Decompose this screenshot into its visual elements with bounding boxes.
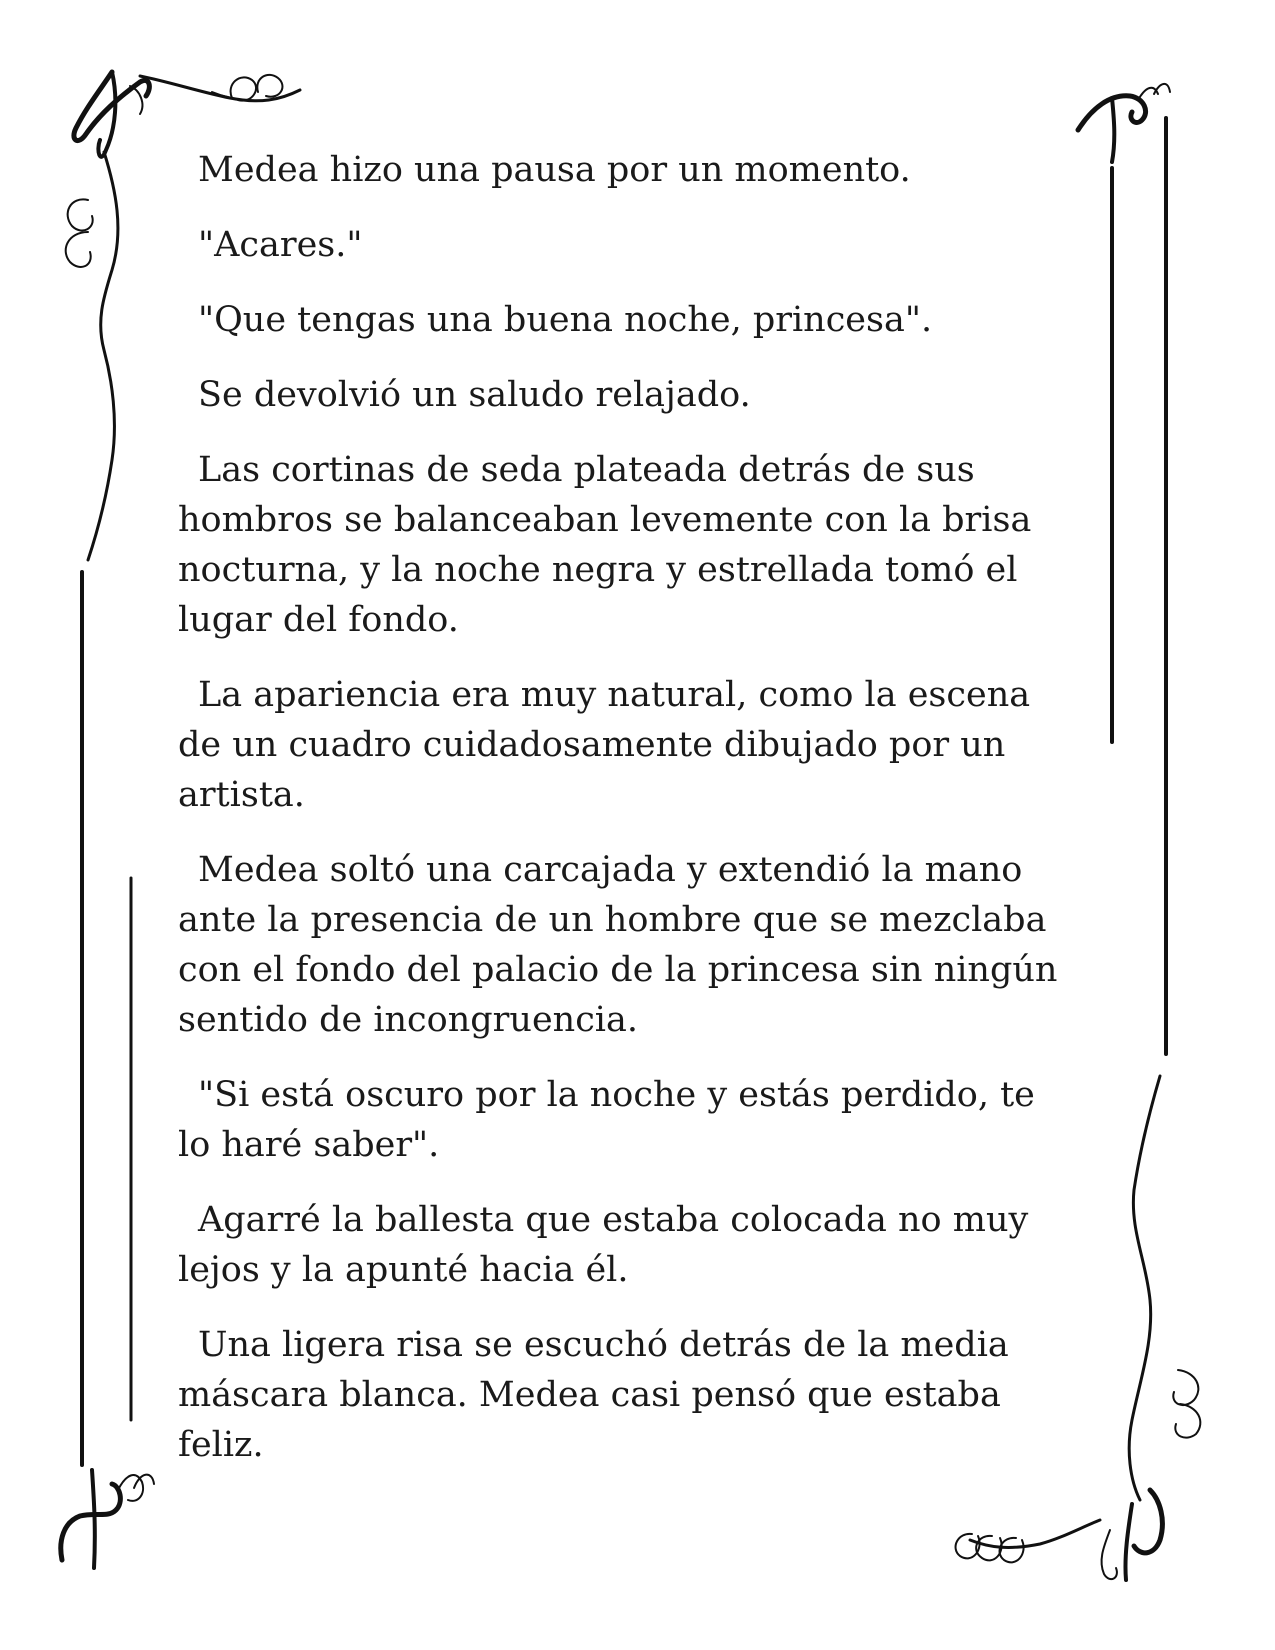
- paragraph: La apariencia era muy natural, como la escena de un cuadro cuidadosamente dibujado por un artista.: [178, 675, 1031, 815]
- paragraph: Las cortinas de seda plateada detrás de sus hombros se balanceaban levemente con la brisa nocturna, y la noche negra y estrellada tomó el lugar del fondo.: [178, 450, 1032, 640]
- left-ribbon: [66, 152, 118, 560]
- paragraph: "Si está oscuro por la noche y estás perdido, te lo haré saber".: [178, 1075, 1035, 1165]
- right-ribbon: [1129, 1076, 1200, 1500]
- paragraph: Se devolvió un saludo relajado.: [198, 375, 751, 415]
- paragraph: Medea soltó una carcajada y extendió la mano ante la presencia de un hombre que se mezclaba con el fondo del palacio de la princesa sin ningún sentido de incongruencia.: [178, 850, 1058, 1040]
- bottom-right-flourish: [956, 1490, 1163, 1580]
- paragraph: "Acares.": [198, 225, 363, 265]
- paragraph: "Que tengas una buena noche, princesa".: [198, 300, 933, 340]
- paragraph: Una ligera risa se escuchó detrás de la media máscara blanca. Medea casi pensó que estaba feliz.: [178, 1325, 1009, 1465]
- page-text: [178, 145, 1078, 1495]
- top-right-flourish: [1078, 84, 1170, 162]
- bottom-left-flourish: [61, 1470, 154, 1568]
- paragraph: Medea hizo una pausa por un momento.: [198, 150, 911, 190]
- paragraph: Agarré la ballesta que estaba colocada no muy lejos y la apunté hacia él.: [178, 1200, 1029, 1290]
